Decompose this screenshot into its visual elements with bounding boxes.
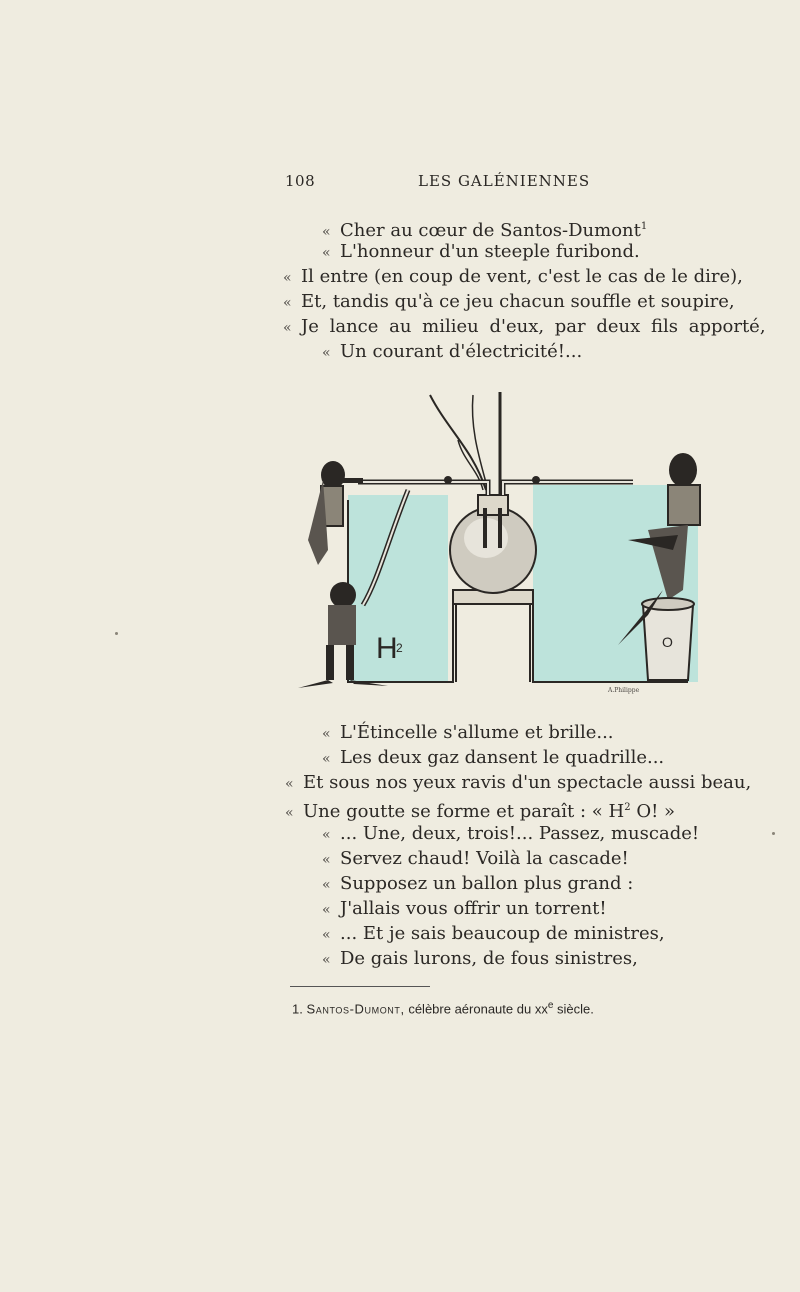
verse-line: « L'Étincelle s'allume et brille... — [322, 722, 614, 743]
label-h: H — [376, 632, 398, 665]
verse-line: « L'honneur d'un steeple furibond. — [322, 241, 640, 262]
verse-line: « De gais lurons, de fous sinistres, — [322, 948, 638, 969]
verse-line: « Les deux gaz dansent le quadrille... — [322, 747, 665, 768]
verse-line: « ... Et je sais beaucoup de ministres, — [322, 923, 665, 944]
ink-speck — [772, 832, 775, 835]
verse-line: « Supposez un ballon plus grand : — [322, 873, 634, 894]
verse-line: « Je lance au milieu d'eux, par deux fils apporté, — [283, 316, 766, 337]
footnote: 1. Santos-Dumont, célèbre aéronaute du $xx^e$ siècle. — [292, 1000, 594, 1017]
verse-line: « Servez chaud! Voilà la cascade! — [322, 848, 629, 869]
verse-line: « Et sous nos yeux ravis d'un spectacle aussi beau, — [285, 772, 752, 793]
ink-speck — [115, 632, 118, 635]
running-title: LES GALÉNIENNES — [418, 172, 591, 190]
electrolysis-illustration — [288, 390, 728, 695]
artist-signature: A.Philippe — [608, 687, 640, 694]
verse-line: « Il entre (en coup de vent, c'est le cas de le dire), — [283, 266, 743, 287]
verse-line: « Et, tandis qu'à ce jeu chacun souffle et soupire, — [283, 291, 735, 312]
label-o: O — [662, 634, 673, 650]
verse-line: « Un courant d'électricité!... — [322, 341, 583, 362]
label-h-subscript: 2 — [396, 641, 403, 655]
verse-line: « J'allais vous offrir un torrent! — [322, 898, 607, 919]
footnote-ref: 1 — [640, 221, 648, 232]
verse-line: « Cher au cœur de Santos-Dumont$^1$ — [322, 220, 648, 241]
page-number: 108 — [285, 172, 316, 190]
footnote-rule — [290, 986, 430, 987]
verse-line: « ... Une, deux, trois!... Passez, muscade! — [322, 823, 700, 844]
verse-line: « Une goutte se forme et paraît : « $H^2$ O! » — [285, 801, 676, 822]
page-header — [285, 172, 745, 194]
